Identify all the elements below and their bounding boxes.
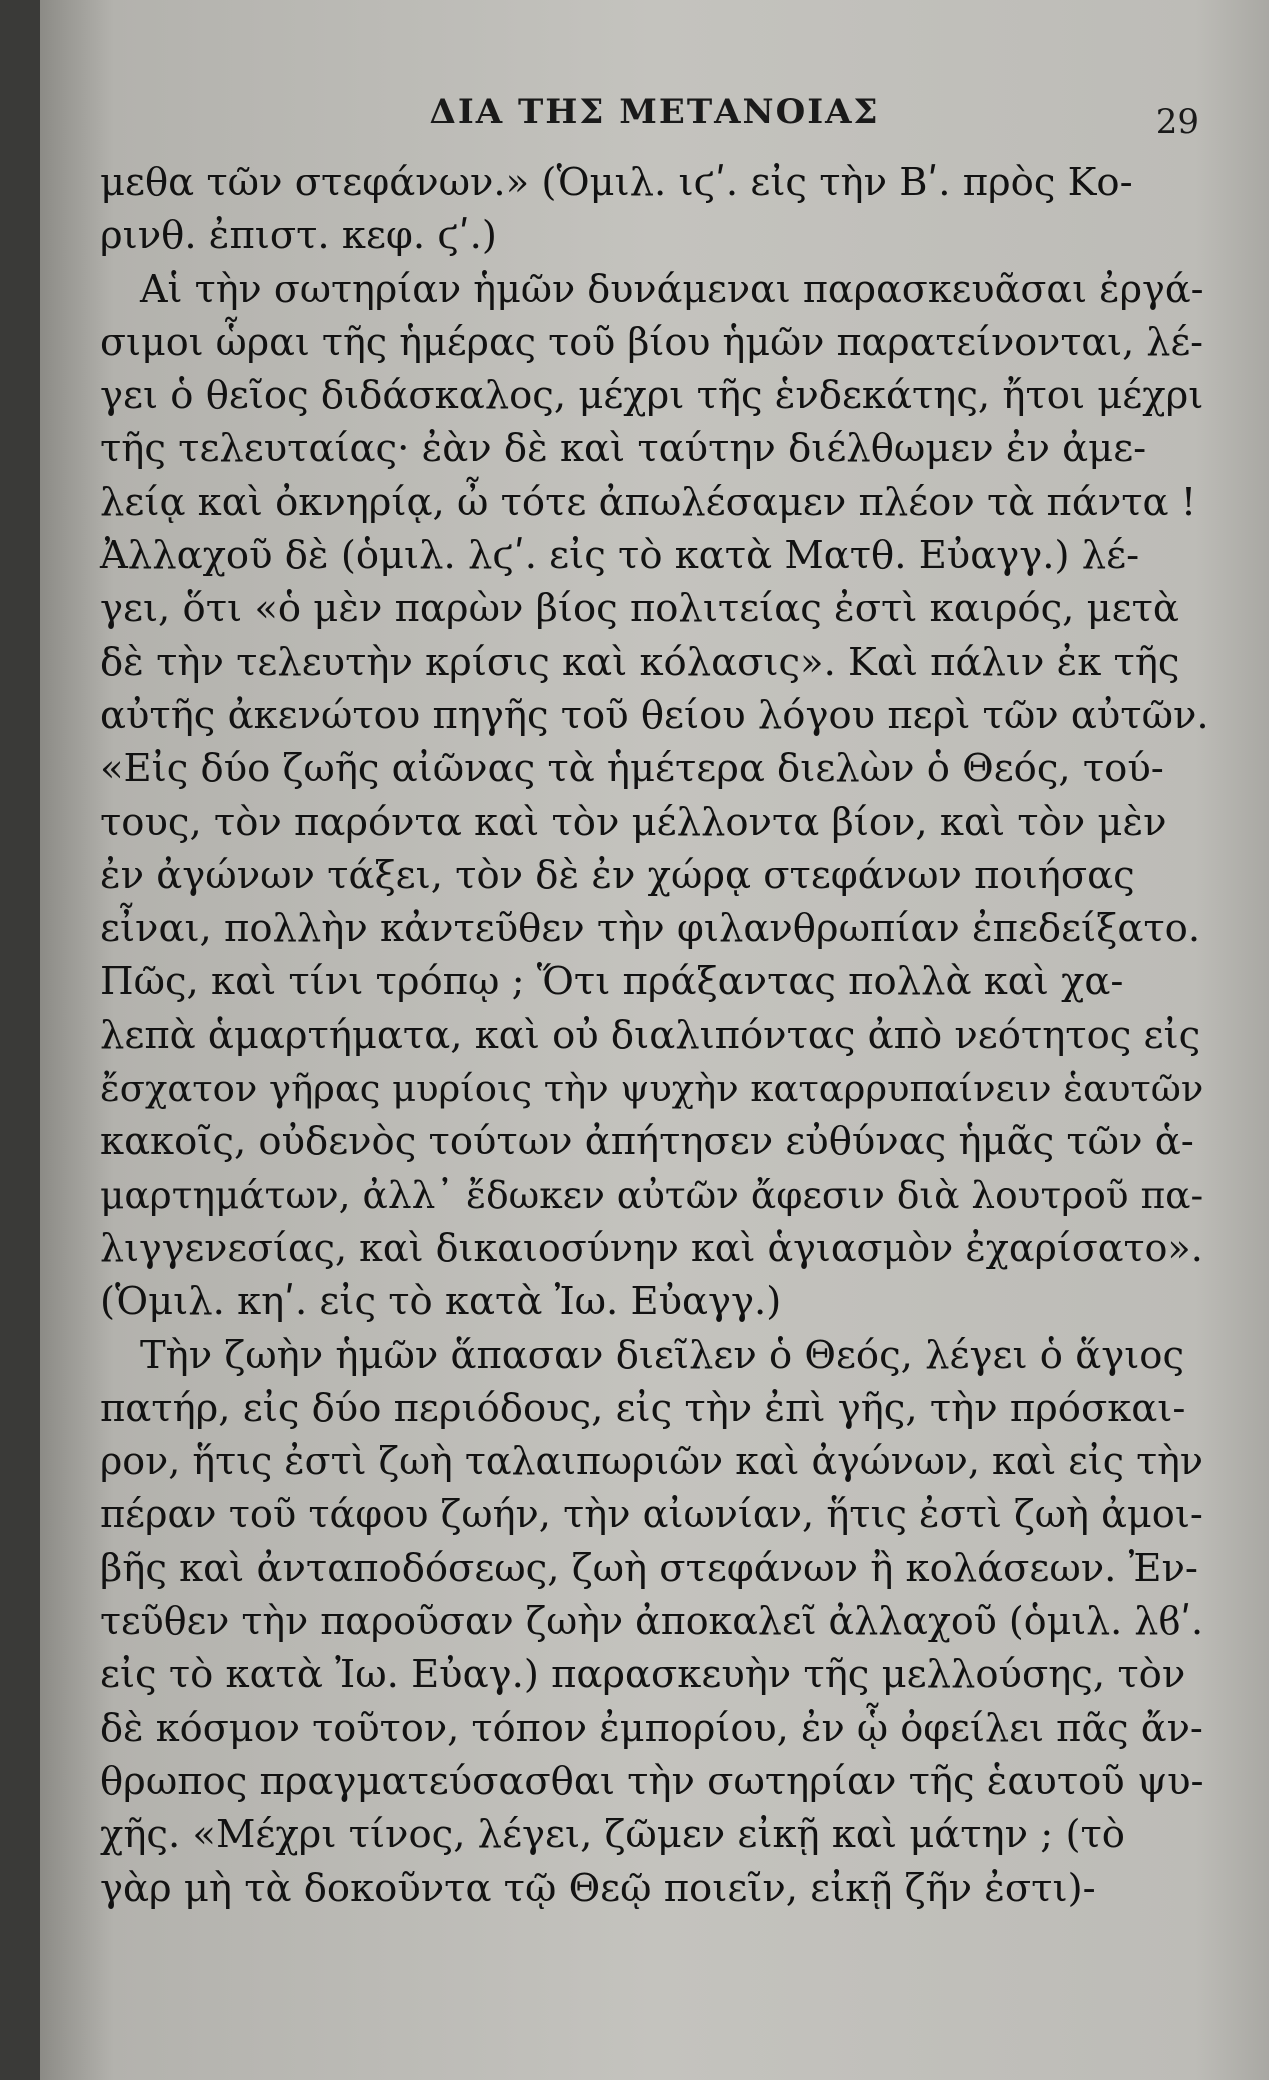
text-line: λεπὰ ἁμαρτήματα, καὶ οὐ διαλιπόντας ἀπὸ νεότητος εἰς [100,1012,1201,1058]
text-line: Αἱ τὴν σωτηρίαν ἡμῶν δυνάμεναι παρασκευᾶσαι ἐργά- [140,266,1204,311]
text-line: γὰρ μὴ τὰ δοκοῦντα τῷ Θεῷ ποιεῖν, εἰκῇ ζῆν ἐστι)- [100,1865,1096,1911]
text-line: «Εἰς δύο ζωῆς αἰῶνας τὰ ἡμέτερα διελὼν ὁ Θεός, τού- [100,746,1164,792]
text-line: αὐτῆς ἀκενώτου πηγῆς τοῦ θείου λόγου περὶ τῶν αὐτῶν. [100,692,1209,738]
text-line: Πῶς, καὶ τίνι τρόπῳ ; Ὅτι πράξαντας πολλὰ καὶ χα- [100,959,1124,1005]
text-line: εἶναι, πολλὴν κἀντεῦθεν τὴν φιλανθρωπίαν ἐπεδείξατο. [100,906,1201,952]
text-line: θρωπος πραγματεύσασθαι τὴν σωτηρίαν τῆς ἑαυτοῦ ψυ- [100,1758,1204,1804]
text-line: ἔσχατον γῆρας μυρίοις τὴν ψυχὴν καταρρυπαίνειν ἑαυτῶν [100,1067,1204,1111]
page-header [100,92,1209,148]
page-number: 29 [1155,102,1199,142]
text-line: τῆς τελευταίας· ἐὰν δὲ καὶ ταύτην διέλθωμεν ἐν ἀμε- [100,426,1147,472]
text-line: μεθα τῶν στεφάνων.» (Ὁμιλ. ιϛʹ. εἰς τὴν Βʹ. πρὸς Κο- [100,160,1133,205]
book-page [40,0,1269,2080]
text-line: τεῦθεν τὴν παροῦσαν ζωὴν ἀποκαλεῖ ἀλλαχοῦ (ὁμιλ. λϐʹ. [100,1599,1204,1644]
text-line: κακοῖς, οὐδενὸς τούτων ἀπήτησεν εὐθύνας ἡμᾶς τῶν ἁ- [100,1119,1194,1165]
body-text [100,156,1209,1915]
text-line: σιμοι ὧραι τῆς ἡμέρας τοῦ βίου ἡμῶν παρατείνονται, λέ- [100,319,1204,364]
text-line: ρον, ἥτις ἐστὶ ζωὴ ταλαιπωριῶν καὶ ἀγώνων, καὶ εἰς τὴν [100,1439,1203,1484]
text-line: πέραν τοῦ τάφου ζωήν, τὴν αἰωνίαν, ἥτις ἐστὶ ζωὴ ἀμοι- [100,1492,1203,1538]
text-line: Ἀλλαχοῦ δὲ (ὁμιλ. λϛʹ. εἰς τὸ κατὰ Ματθ. Εὐαγγ.) λέ- [100,533,1140,579]
text-line: πατήρ, εἰς δύο περιόδους, εἰς τὴν ἐπὶ γῆς, τὴν πρόσκαι- [100,1385,1186,1431]
text-line: μαρτημάτων, ἀλλ᾽ ἔδωκεν αὐτῶν ἄφεσιν διὰ λουτροῦ πα- [100,1172,1204,1217]
text-line: λιγγενεσίας, καὶ δικαιοσύνην καὶ ἁγιασμὸν ἐχαρίσατο». [100,1225,1203,1270]
text-line: λείᾳ καὶ ὀκνηρίᾳ, ὦ τότε ἀπωλέσαμεν πλέον τὰ πάντα ! [100,479,1197,525]
text-line: γει ὁ θεῖος διδάσκαλος, μέχρι τῆς ἑνδεκάτης, ἤτοι μέχρι [100,373,1204,419]
text-line: τους, τὸν παρόντα καὶ τὸν μέλλοντα βίον, καὶ τὸν μὲν [100,799,1167,845]
text-line: χῆς. «Μέχρι τίνος, λέγει, ζῶμεν εἰκῇ καὶ μάτην ; (τὸ [100,1812,1125,1858]
text-line: δὲ τὴν τελευτὴν κρίσις καὶ κόλασις». Καὶ πάλιν ἐκ τῆς [100,639,1180,685]
text-line: Τὴν ζωὴν ἡμῶν ἅπασαν διεῖλεν ὁ Θεός, λέγει ὁ ἅγιος [140,1332,1185,1378]
text-line: βῆς καὶ ἀνταποδόσεως, ζωὴ στεφάνων ἢ κολάσεων. Ἐν- [100,1545,1198,1591]
text-line: ρινθ. ἐπιστ. κεφ. ϛʹ.) [100,213,497,259]
text-line: ἐν ἀγώνων τάξει, τὸν δὲ ἐν χώρᾳ στεφάνων ποιήσας [100,852,1135,898]
text-line: γει, ὅτι «ὁ μὲν παρὼν βίος πολιτείας ἐστὶ καιρός, μετὰ [100,586,1179,632]
text-line: εἰς τὸ κατὰ Ἰω. Εὐαγ.) παρασκευὴν τῆς μελλούσης, τὸν [100,1652,1186,1698]
running-head: ΔΙΑ ΤΗΣ ΜΕΤΑΝΟΙΑΣ [429,92,880,132]
text-line: δὲ κόσμον τοῦτον, τόπον ἐμπορίου, ἐν ᾧ ὀφείλει πᾶς ἄν- [100,1705,1203,1751]
text-line: (Ὁμιλ. κηʹ. εἰς τὸ κατὰ Ἰω. Εὐαγγ.) [100,1279,782,1325]
